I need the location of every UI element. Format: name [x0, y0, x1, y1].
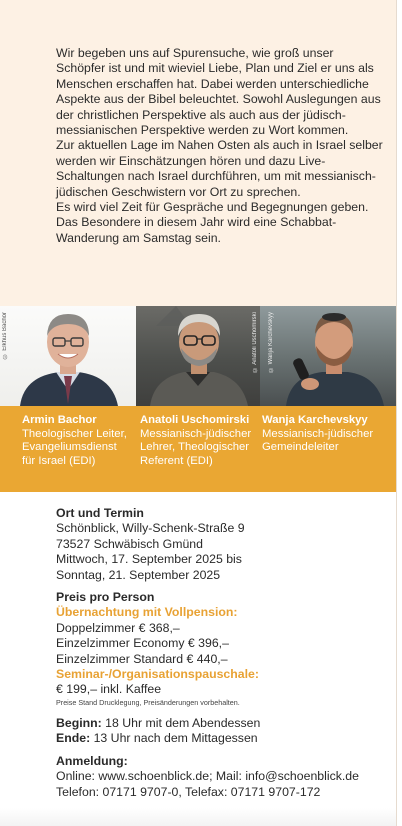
end-text: 13 Uhr nach dem Mittagessen [90, 731, 258, 746]
room-price: Einzelzimmer Economy € 396,– [56, 636, 229, 651]
intro-text [56, 46, 386, 246]
photo-credit: © Elkhus Bachor [2, 312, 8, 359]
venue-line: Sonntag, 21. September 2025 [56, 567, 221, 582]
speaker-role-line: Evangeliumsdienst [22, 441, 117, 454]
venue-heading: Ort und Termin [56, 506, 144, 520]
speaker-photo-wanja-karchevskyy [260, 306, 400, 406]
speaker-role-line: Referent (EDI) [140, 454, 213, 467]
venue-line: Mittwoch, 17. September 2025 bis [56, 552, 242, 567]
begin-time [56, 716, 386, 731]
venue-line: 73527 Schwäbisch Gmünd [56, 536, 203, 551]
registration-phone: Telefon: 07171 9707-0, Telefax: 07171 9707-172 [56, 784, 321, 799]
room-price: Doppelzimmer € 368,– [56, 620, 180, 635]
price-note: Preise Stand Drucklegung, Preisänderungen vorbehalten. [56, 697, 240, 707]
begin-label: Beginn: [56, 716, 102, 730]
speaker-name: Wanja Karchevskyy [262, 414, 368, 426]
speaker-role-line: Gemeindeleiter [262, 441, 339, 454]
venue-block [56, 506, 386, 583]
photo-credit: © Anatoli Uschomirski [252, 312, 258, 373]
full-board-heading: Übernachtung mit Vollpension: [56, 605, 238, 620]
portrait-wanja-karchevskyy [260, 306, 400, 406]
speaker-photo-armin-bachor [0, 306, 136, 406]
page-edge [396, 0, 402, 826]
registration-heading: Anmeldung: [56, 754, 128, 768]
seminar-price: € 199,– inkl. Kaffee [56, 682, 162, 697]
speaker-captions [0, 406, 400, 492]
room-price: Einzelzimmer Standard € 440,– [56, 651, 228, 666]
seminar-heading: Seminar-/Organisationspauschale: [56, 667, 259, 682]
speaker-caption-1 [22, 414, 134, 468]
speaker-name: Armin Bachor [22, 414, 97, 426]
speaker-role-line: für Israel (EDI) [22, 454, 96, 467]
speaker-photos [0, 306, 400, 406]
event-details [0, 492, 400, 826]
speaker-role-line: Lehrer, Theologischer [140, 441, 250, 454]
end-time [56, 731, 386, 746]
photo-credit: © Wanja Karchevskyy [268, 312, 274, 373]
venue-line: Schönblick, Willy-Schenk-Straße 9 [56, 521, 245, 536]
speaker-role-line: Messianisch-jüdischer [140, 427, 252, 440]
times-block [56, 716, 386, 747]
registration-online: Online: www.schoenblick.de; Mail: info@schoenblick.de [56, 769, 359, 784]
speaker-role-line: Theologischer Leiter, [22, 427, 127, 440]
footer-edge [0, 808, 400, 826]
speaker-role-line: Messianisch-jüdischer [262, 427, 374, 440]
price-block [56, 590, 386, 708]
intro-paragraph: Es wird viel Zeit für Gespräche und Begegnungen geben. Das Besondere in diesem Jahr wird eine Schabbat-Wanderung am Samstag sein. [56, 200, 369, 245]
intro-paragraph: Wir begeben uns auf Spurensuche, wie groß unser Schöpfer ist und mit wieviel Liebe, Plan und Ziel er uns als Menschen erschaffen hat. Dabei werden unterschiedliche Aspekte aus der Bibel beleuchtet. Sowohl Auslegungen aus der christlichen Perspektive als auch aus der jüdisch-messianischen Perspektive werden zu Wort kommen. [56, 46, 381, 138]
speaker-caption-3 [262, 414, 398, 455]
portrait-armin-bachor [0, 306, 136, 406]
speaker-caption-2 [140, 414, 260, 468]
speaker-photo-anatoli-uschomirski [136, 306, 260, 406]
registration-block [56, 754, 386, 800]
end-label: Ende: [56, 731, 91, 746]
price-heading: Preis pro Person [56, 590, 155, 604]
intro-paragraph: Zur aktuellen Lage im Nahen Osten als auch in Israel selber werden wir Einschätzungen hören und dazu Live-Schaltungen nach Israel durchführen, um mit messianisch-jüdischen Geschwistern vor Ort zu sprechen. [56, 138, 383, 199]
speaker-name: Anatoli Uschomirski [140, 414, 250, 426]
portrait-anatoli-uschomirski [136, 306, 260, 406]
begin-text: 18 Uhr mit dem Abendessen [101, 716, 261, 730]
